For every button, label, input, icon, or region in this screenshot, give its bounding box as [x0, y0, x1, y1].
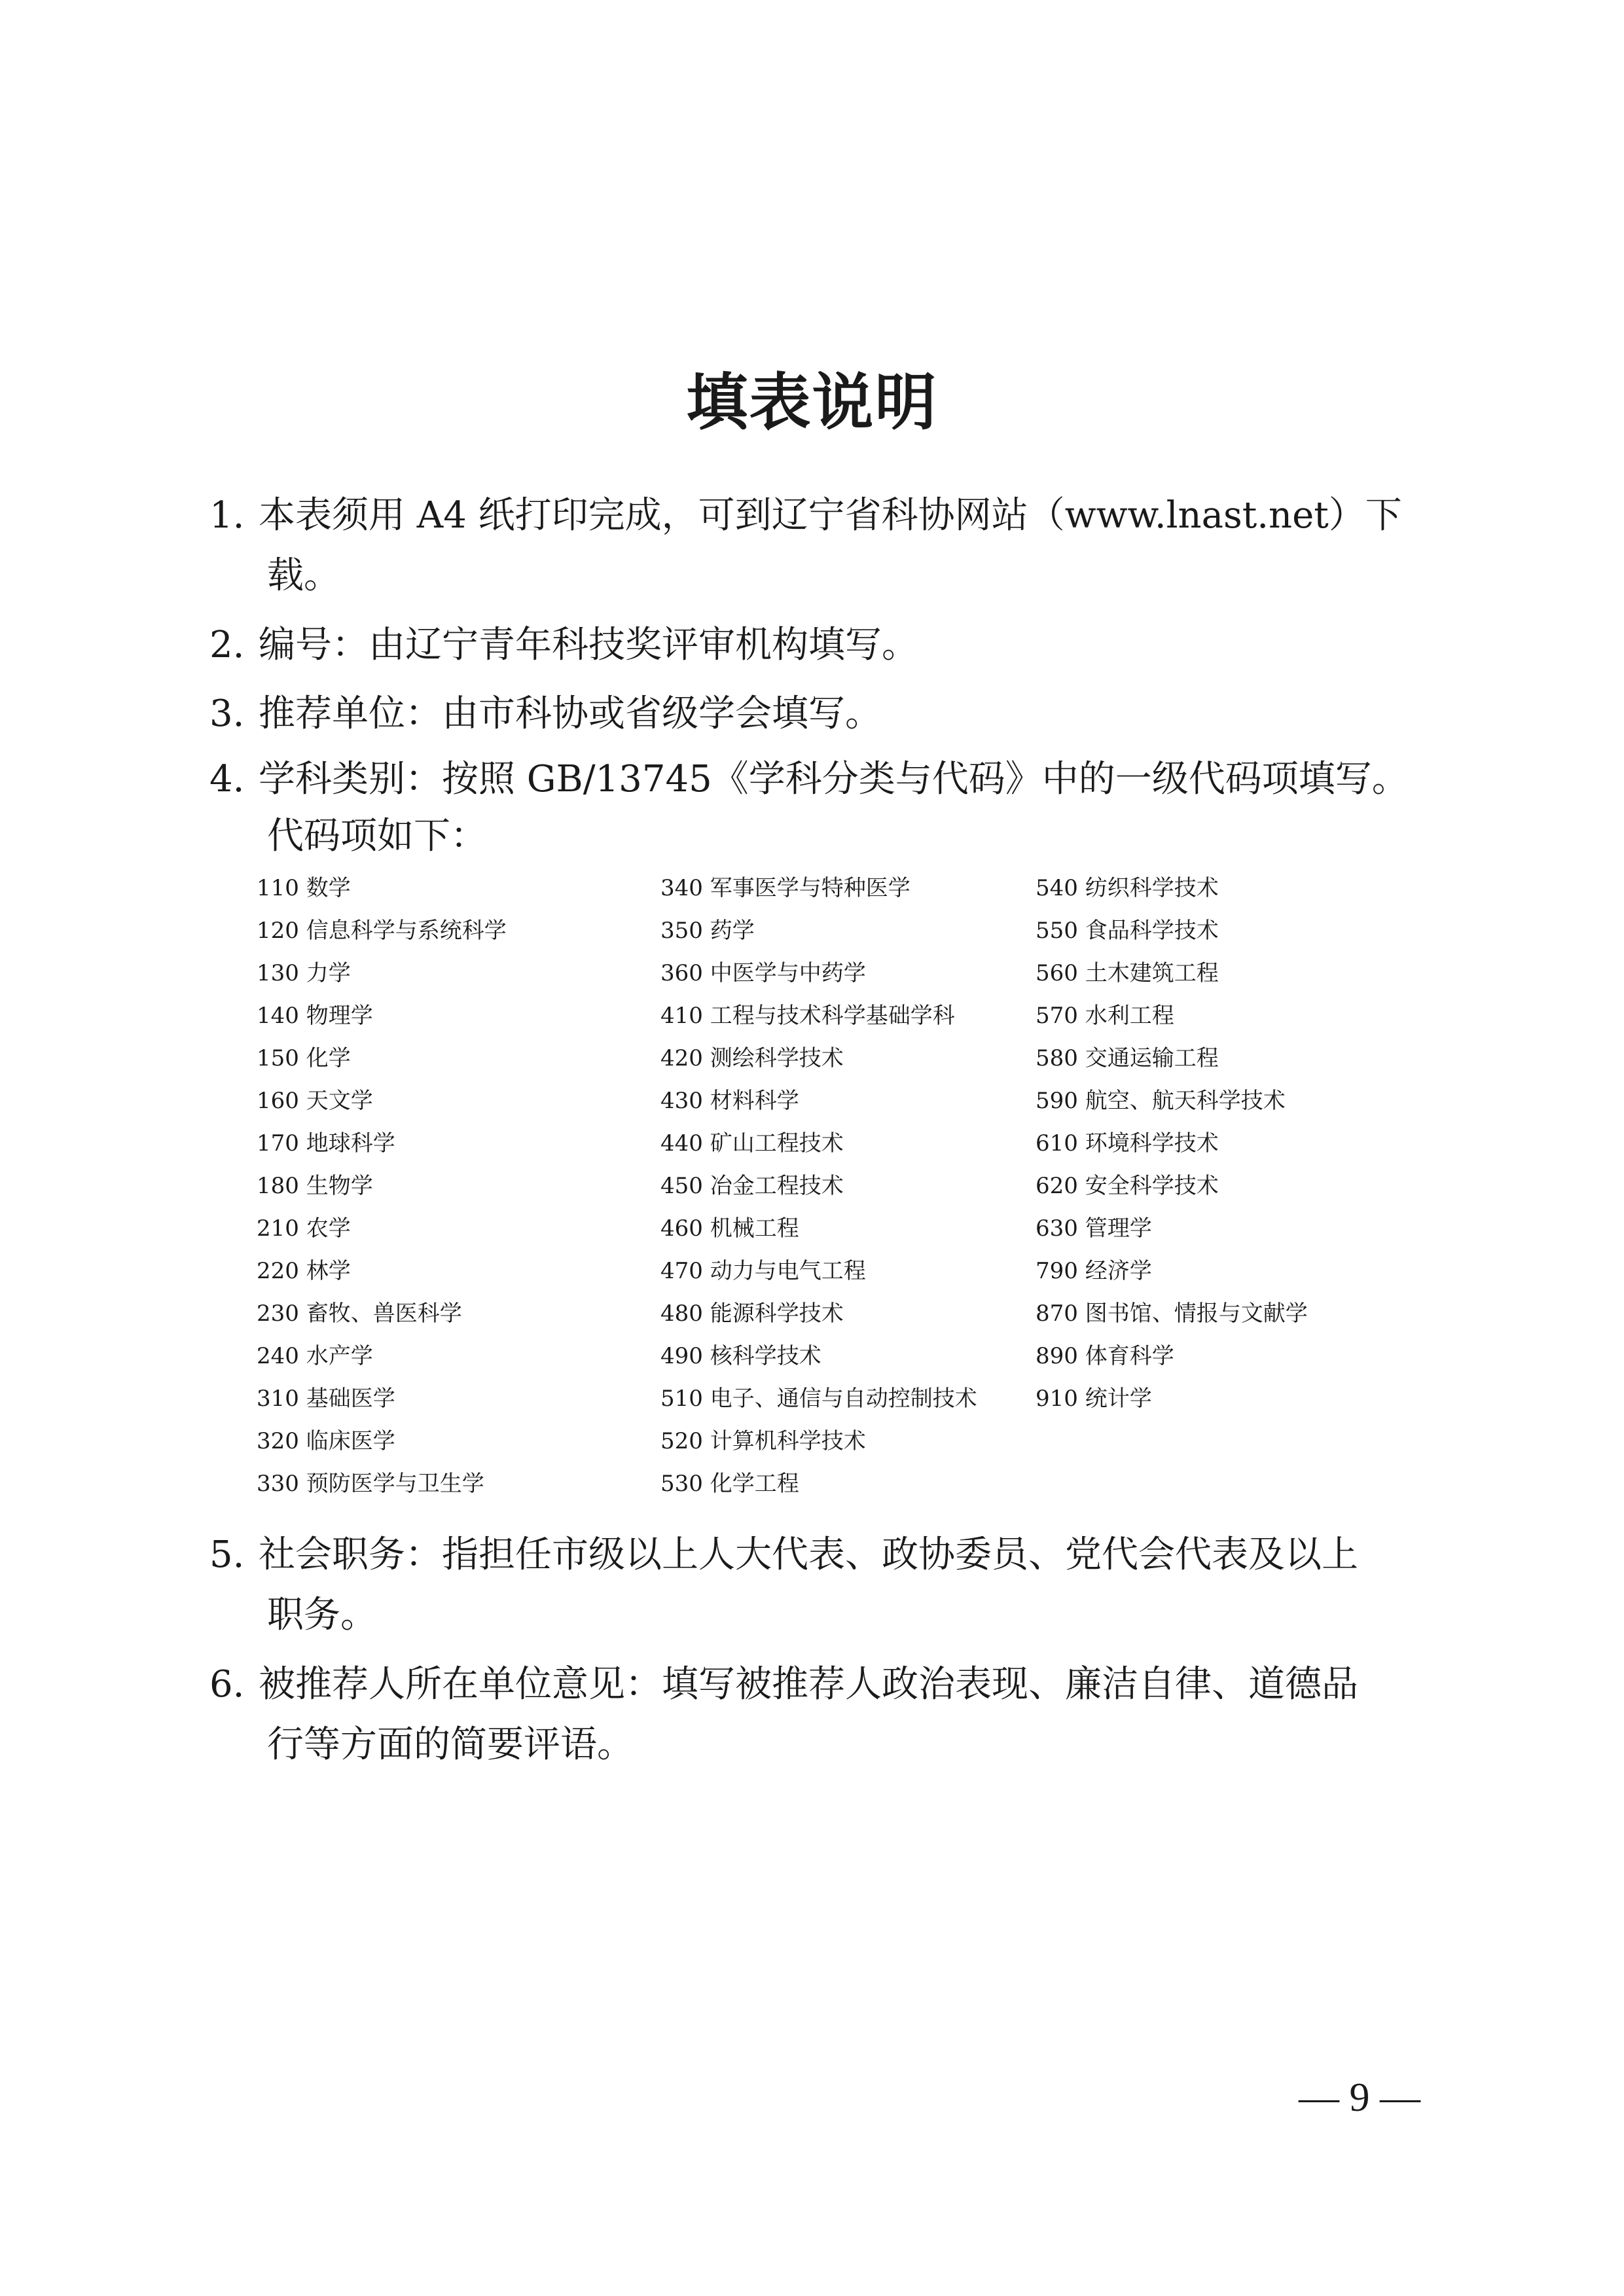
subject-code: 350 药学 — [660, 918, 755, 944]
item-text: 编号：由辽宁青年科技奖评审机构填写。 — [259, 624, 918, 666]
item-number: 2. — [209, 624, 245, 666]
subject-code: 530 化学工程 — [660, 1471, 799, 1497]
subject-code: 340 军事医学与特种医学 — [660, 875, 911, 901]
item-text: 学科类别：按照 GB/13745《学科分类与代码》中的一级代码项填写。 — [259, 758, 1409, 800]
subject-code: 630 管理学 — [1036, 1215, 1152, 1242]
subject-code: 560 土木建筑工程 — [1036, 960, 1219, 986]
subject-code: 230 畜牧、兽医科学 — [257, 1300, 462, 1327]
item-text: 推荐单位：由市科协或省级学会填写。 — [259, 692, 882, 735]
subject-code: 890 体育科学 — [1036, 1343, 1174, 1369]
subject-code: 330 预防医学与卫生学 — [257, 1471, 484, 1497]
code-column-3 — [1036, 867, 1308, 1420]
item-number: 6. — [209, 1663, 245, 1706]
subject-code: 520 计算机科学技术 — [660, 1428, 866, 1454]
subject-code: 510 电子、通信与自动控制技术 — [660, 1386, 977, 1412]
subject-code: 450 冶金工程技术 — [660, 1173, 844, 1199]
subject-code: 460 机械工程 — [660, 1215, 799, 1242]
subject-code: 540 纺织科学技术 — [1036, 875, 1219, 901]
subject-code: 420 测绘科学技术 — [660, 1045, 844, 1071]
subject-code-list — [257, 867, 1369, 1515]
subject-code: 170 地球科学 — [257, 1130, 395, 1157]
subject-code: 620 安全科学技术 — [1036, 1173, 1219, 1199]
subject-code: 320 临床医学 — [257, 1428, 395, 1454]
instruction-item-4 — [209, 749, 1427, 863]
page-number: — 9 — — [1299, 2075, 1420, 2120]
instruction-item-3 — [209, 684, 1427, 744]
item-number: 1. — [209, 494, 245, 537]
subject-code: 490 核科学技术 — [660, 1343, 821, 1369]
item-number: 3. — [209, 692, 245, 735]
code-column-2 — [660, 867, 977, 1505]
instruction-item-1 — [209, 486, 1427, 606]
subject-code: 610 环境科学技术 — [1036, 1130, 1219, 1157]
item-text: 社会职务：指担任市级以上人大代表、政协委员、党代会代表及以上 — [259, 1534, 1358, 1576]
subject-code: 590 航空、航天科学技术 — [1036, 1088, 1286, 1114]
code-column-1 — [257, 867, 507, 1505]
subject-code: 240 水产学 — [257, 1343, 373, 1369]
subject-code: 310 基础医学 — [257, 1386, 395, 1412]
item-text-continued: 载。 — [267, 554, 340, 597]
item-number: 4. — [209, 758, 245, 800]
subject-code: 210 农学 — [257, 1215, 351, 1242]
subject-code: 440 矿山工程技术 — [660, 1130, 844, 1157]
subject-code: 140 物理学 — [257, 1003, 373, 1029]
item-text-continued: 行等方面的简要评语。 — [267, 1723, 634, 1766]
subject-code: 110 数学 — [257, 875, 351, 901]
subject-code: 790 经济学 — [1036, 1258, 1152, 1284]
subject-code: 910 统计学 — [1036, 1386, 1152, 1412]
subject-code: 550 食品科学技术 — [1036, 918, 1219, 944]
item-text-continued: 职务。 — [267, 1594, 377, 1636]
item-text-continued: 代码项如下： — [267, 815, 487, 857]
item-text: 被推荐人所在单位意见：填写被推荐人政治表现、廉洁自律、道德品 — [259, 1663, 1358, 1706]
subject-code: 480 能源科学技术 — [660, 1300, 844, 1327]
instruction-item-5 — [209, 1525, 1427, 1645]
subject-code: 870 图书馆、情报与文献学 — [1036, 1300, 1308, 1327]
subject-code: 150 化学 — [257, 1045, 351, 1071]
subject-code: 130 力学 — [257, 960, 351, 986]
subject-code: 430 材料科学 — [660, 1088, 799, 1114]
subject-code: 120 信息科学与系统科学 — [257, 918, 507, 944]
item-text: 本表须用 A4 纸打印完成，可到辽宁省科协网站（www.lnast.net）下 — [259, 494, 1402, 537]
subject-code: 570 水利工程 — [1036, 1003, 1174, 1029]
subject-code: 410 工程与技术科学基础学科 — [660, 1003, 955, 1029]
subject-code: 180 生物学 — [257, 1173, 373, 1199]
item-number: 5. — [209, 1534, 245, 1576]
subject-code: 220 林学 — [257, 1258, 351, 1284]
instruction-item-6 — [209, 1655, 1427, 1775]
instruction-item-2 — [209, 615, 1427, 675]
page-title: 填表说明 — [686, 367, 938, 439]
subject-code: 470 动力与电气工程 — [660, 1258, 866, 1284]
subject-code: 160 天文学 — [257, 1088, 373, 1114]
subject-code: 580 交通运输工程 — [1036, 1045, 1219, 1071]
subject-code: 360 中医学与中药学 — [660, 960, 866, 986]
